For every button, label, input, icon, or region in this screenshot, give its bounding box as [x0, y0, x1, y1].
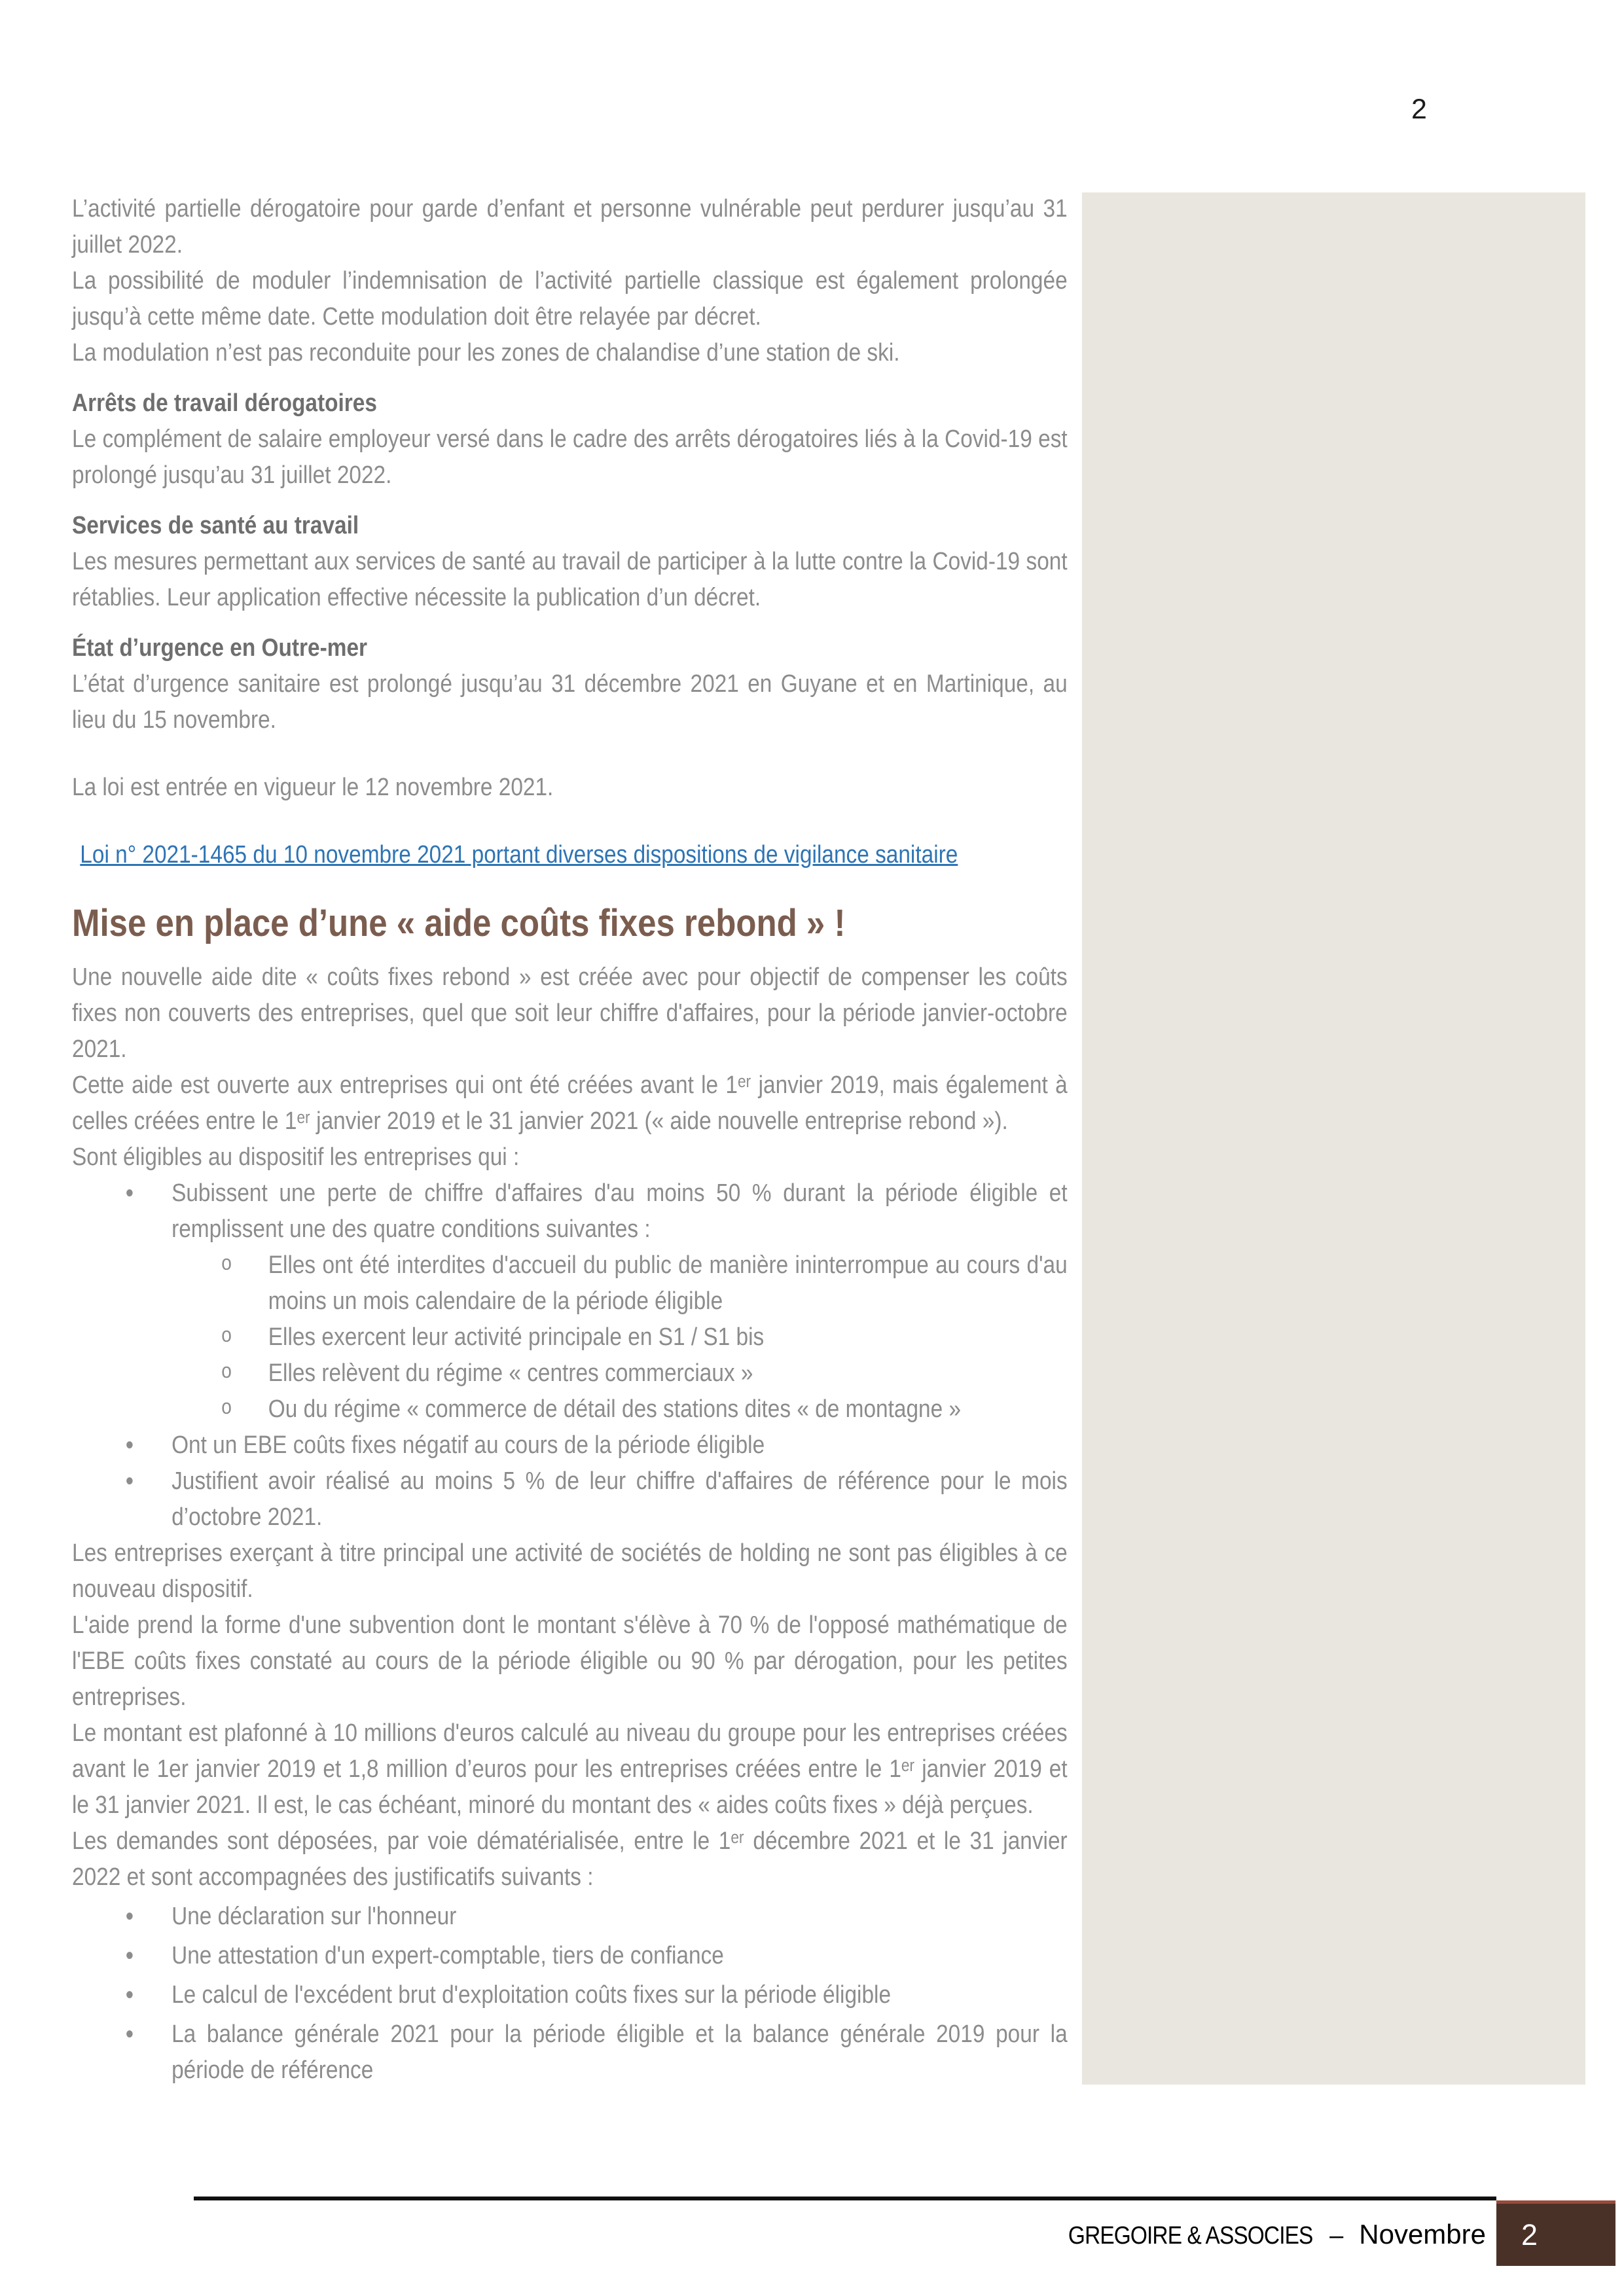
footer: [1035, 2219, 1486, 2250]
subheading-arrets-travail: Arrêts de travail dérogatoires: [72, 389, 377, 417]
footer-page-number-box: [1496, 2200, 1615, 2266]
footer-month: Novembre: [1359, 2219, 1486, 2250]
law-hyperlink[interactable]: Loi n° 2021-1465 du 10 novembre 2021 portant diverses dispositions de vigilance sanitaire: [80, 841, 958, 869]
footer-company-name: GREGOIRE & ASSOCIES: [1068, 2222, 1313, 2250]
bullet-item: • Le calcul de l'excédent brut d'exploitation coûts fixes sur la période éligible: [171, 1977, 1068, 2013]
bullet-item: • La balance générale 2021 pour la période éligible et la balance générale 2019 pour la période de référence: [171, 2017, 1068, 2089]
bullet-item: • Justifient avoir réalisé au moins 5 % de leur chiffre d'affaires de référence pour le mois d’octobre 2021.: [171, 1463, 1068, 1535]
eligibility-list: [72, 1175, 1068, 1247]
decorative-sidebar: [1082, 192, 1585, 2085]
paragraph: L'aide prend la forme d'une subvention dont le montant s'élève à 70 % de l'opposé mathématique de l'EBE coûts fixes constaté au cours de la période éligible ou 90 % par dérogation, pour les petites entreprises.: [72, 1611, 1068, 1711]
sub-bullet-item: o Elles relèvent du régime « centres commerciaux »: [268, 1355, 1068, 1391]
bullet-item: • Ont un EBE coûts fixes négatif au cours de la période éligible: [171, 1427, 1068, 1463]
page-number-top: 2: [1411, 94, 1427, 125]
sub-bullet-item: o Elles exercent leur activité principale en S1 / S1 bis: [268, 1319, 1068, 1355]
subheading-etat-urgence: État d’urgence en Outre-mer: [72, 634, 368, 662]
bullet-item: • Une attestation d'un expert-comptable, tiers de confiance: [171, 1938, 1068, 1974]
eligibility-list-continued: [72, 1427, 1068, 1535]
paragraph: Une nouvelle aide dite « coûts fixes rebond » est créée avec pour objectif de compenser les coûts fixes non couverts des entreprises, quel que soit leur chiffre d'affaires, pour la période janvier-octobre 2021.: [72, 963, 1068, 1063]
sub-bullet-item: o Ou du régime « commerce de détail des stations dites « de montagne »: [268, 1391, 1068, 1427]
article-body: [72, 191, 1068, 2092]
footer-page-number: 2: [1521, 2217, 1538, 2251]
paragraph: Sont éligibles au dispositif les entreprises qui :: [72, 1143, 520, 1171]
paragraph: L’activité partielle dérogatoire pour garde d’enfant et personne vulnérable peut perdurer jusqu’au 31 juillet 2022.: [72, 195, 1068, 259]
footer-rule: [194, 2197, 1496, 2200]
conditions-sublist: [72, 1247, 1068, 1427]
bullet-item: • Subissent une perte de chiffre d'affaires d'au moins 50 % durant la période éligible et remplissent une des quatre conditions suivantes :: [171, 1175, 1068, 1247]
paragraph: Les demandes sont déposées, par voie dématérialisée, entre le 1ᵉʳ décembre 2021 et le 31 janvier 2022 et sont accompagnées des justificatifs suivants :: [72, 1827, 1068, 1891]
paragraph: Le complément de salaire employeur versé dans le cadre des arrêts dérogatoires liés à la Covid-19 est prolongé jusqu’au 31 juillet 2022.: [72, 425, 1068, 489]
justificatifs-list: [72, 1899, 1068, 2089]
paragraph: Les entreprises exerçant à titre principal une activité de sociétés de holding ne sont pas éligibles à ce nouveau dispositif.: [72, 1539, 1068, 1603]
footer-separator-dash: –: [1329, 2222, 1344, 2250]
paragraph: La modulation n’est pas reconduite pour les zones de chalandise d’une station de ski.: [72, 339, 900, 367]
law-link-line: [72, 837, 1068, 873]
paragraph: Cette aide est ouverte aux entreprises qui ont été créées avant le 1ᵉʳ janvier 2019, mais également à celles créées entre le 1ᵉʳ janvier 2019 et le 31 janvier 2021 (« aide nouvelle entreprise rebond »).: [72, 1071, 1068, 1135]
paragraph: La possibilité de moduler l’indemnisation de l’activité partielle classique est également prolongée jusqu’à cette même date. Cette modulation doit être relayée par décret.: [72, 267, 1068, 331]
paragraph: Le montant est plafonné à 10 millions d'euros calculé au niveau du groupe pour les entreprises créées avant le 1er janvier 2019 et 1,8 million d’euros pour les entreprises créées entre le 1ᵉʳ janvier 2019 et le 31 janvier 2021. Il est, le cas échéant, minoré du montant des « aides coûts fixes » déjà perçues.: [72, 1719, 1068, 1819]
effective-date-note: La loi est entrée en vigueur le 12 novembre 2021.: [72, 774, 554, 801]
subheading-services-sante: Services de santé au travail: [72, 512, 359, 539]
paragraph: Les mesures permettant aux services de santé au travail de participer à la lutte contre la Covid-19 sont rétablies. Leur application effective nécessite la publication d’un décret.: [72, 548, 1068, 611]
paragraph: L’état d’urgence sanitaire est prolongé jusqu’au 31 décembre 2021 en Guyane et en Martinique, au lieu du 15 novembre.: [72, 670, 1068, 734]
sub-bullet-item: o Elles ont été interdites d'accueil du public de manière ininterrompue au cours d'au moins un mois calendaire de la période éligible: [268, 1247, 1068, 1319]
section-title-aide-couts-fixes: Mise en place d’une « aide coûts fixes rebond » !: [72, 902, 846, 944]
bullet-item: • Une déclaration sur l'honneur: [171, 1899, 1068, 1935]
